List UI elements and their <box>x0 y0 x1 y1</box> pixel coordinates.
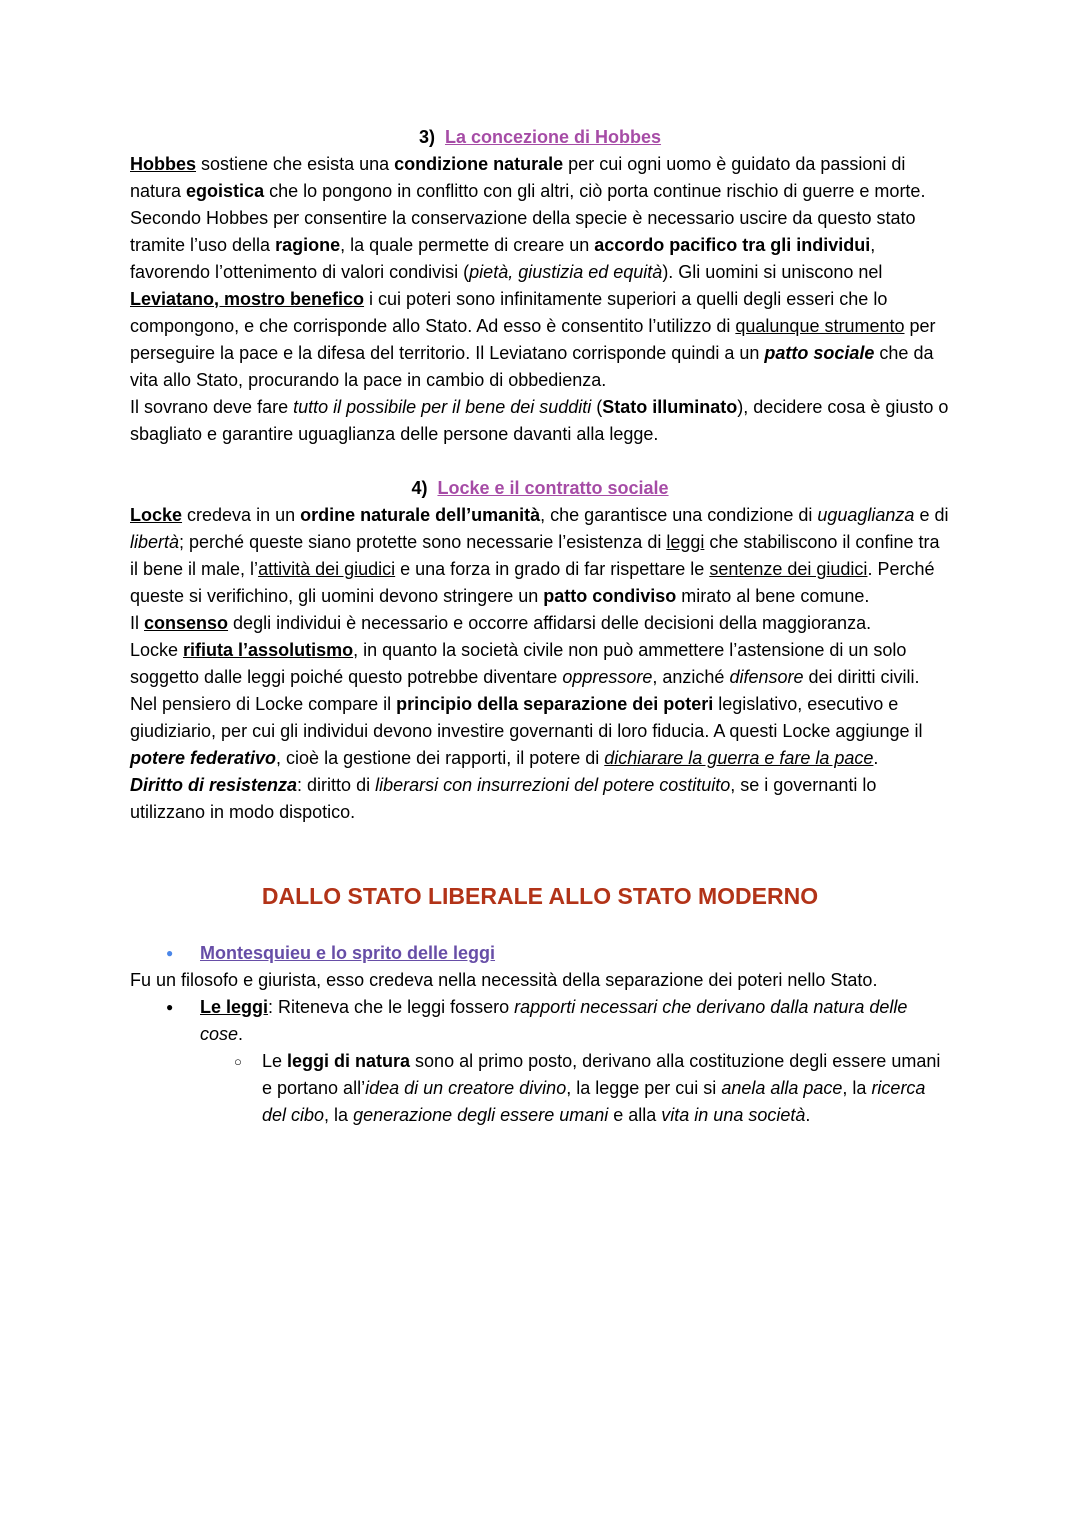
bullet-montesquieu <box>130 940 950 967</box>
bullet-le-leggi <box>130 994 950 1048</box>
text-run: dei diritti civili. <box>803 667 920 687</box>
text-run: , la legge per cui si <box>566 1078 722 1098</box>
text-run: tutto il possibile per il bene dei sudditi <box>293 397 592 417</box>
blank-lines <box>130 826 950 880</box>
text-run: , favorendo l’ottenimento di valori condivisi ( <box>130 235 881 282</box>
subbullet-leggi-di-natura <box>130 1048 950 1129</box>
text-run: e alla <box>608 1105 662 1125</box>
text-run: , la <box>324 1105 354 1125</box>
text-run: difensore <box>729 667 804 687</box>
bullet-content <box>200 994 950 1048</box>
text-run: , la <box>842 1078 872 1098</box>
text-run: ; perché queste siano protette sono necessarie l’esistenza di <box>179 532 667 552</box>
text-run: sentenze dei giudici <box>709 559 868 579</box>
text-run: Locke <box>130 640 184 660</box>
text-run: sostiene che esista una <box>196 154 395 174</box>
text-run: per perseguire la pace e la difesa del territorio. Il Leviatano corrisponde quindi a un <box>130 316 941 363</box>
text-run: consenso <box>144 613 229 633</box>
section-heading-hobbes <box>130 124 950 151</box>
text-run: e una forza in grado di far rispettare le <box>395 559 710 579</box>
bullet-disc-icon: ● <box>166 946 174 960</box>
paragraph-hobbes-1 <box>130 151 950 205</box>
text-run: , se i governanti lo utilizzano in modo dispotico. <box>130 775 882 822</box>
text-run: che da vita allo Stato, procurando la pace in cambio di obbedienza. <box>130 343 939 390</box>
text-run: Diritto di resistenza <box>130 775 298 795</box>
text-run: e di <box>914 505 954 525</box>
text-run: che lo pongono in conflitto con gli altri, ciò porta continue rischio di guerre e morte. <box>264 181 926 201</box>
text-run: . <box>873 748 879 768</box>
text-run: pietà, giustizia ed equità <box>469 262 663 282</box>
paragraph-locke-1 <box>130 502 954 610</box>
text-run: patto sociale <box>764 343 875 363</box>
text-run: dichiarare la guerra e fare la pace <box>604 748 874 768</box>
text-run: Le <box>262 1051 288 1071</box>
text-run: DALLO STATO LIBERALE ALLO STATO MODERNO <box>261 883 819 909</box>
text-run: principio della separazione dei poteri <box>396 694 714 714</box>
text-run: : Riteneva che le leggi fossero <box>268 997 515 1017</box>
text-run: leggi <box>666 532 705 552</box>
text-run: , cioè la gestione dei rapporti, il potere di <box>276 748 605 768</box>
text-run: . <box>238 1024 244 1044</box>
text-run: Le leggi <box>200 997 269 1017</box>
text-run: Secondo Hobbes per consentire la conservazione della specie è necessario uscire da questo stato tramite l’uso della <box>130 208 921 255</box>
section-heading-locke <box>130 475 950 502</box>
text-run: 4) <box>411 478 438 498</box>
text-run: condizione naturale <box>394 154 564 174</box>
text-run: Leviatano, mostro benefico <box>130 289 365 309</box>
text-run: ). Gli uomini si uniscono nel <box>662 262 888 282</box>
main-title <box>130 880 950 913</box>
text-run: sono al primo posto, derivano alla costituzione degli essere umani e portano all’ <box>262 1051 946 1098</box>
text-run: ( <box>591 397 603 417</box>
text-run: mirato al bene comune. <box>676 586 870 606</box>
text-run: : diritto di <box>297 775 376 795</box>
text-run: leggi di natura <box>287 1051 411 1071</box>
bullet-content <box>262 1048 950 1129</box>
text-run: generazione degli essere umani <box>353 1105 609 1125</box>
text-run: idea di un creatore divino <box>365 1078 567 1098</box>
text-run: , in quanto la società civile non può ammettere l’astensione di un solo soggetto dalle leggi poiché questo potrebbe diventare <box>130 640 912 687</box>
text-run: degli individui è necessario e occorre affidarsi delle decisioni della maggioranza. <box>228 613 872 633</box>
link[interactable]: La concezione di Hobbes <box>444 127 662 147</box>
text-run: rapporti necessari che derivano dalla natura delle cose <box>200 997 913 1044</box>
text-run: ordine naturale dell’umanità <box>300 505 541 525</box>
text-run: , la quale permette di creare un <box>340 235 595 255</box>
blank-line <box>130 913 950 940</box>
text-run: per cui ogni uomo è guidato da passioni di natura <box>130 154 911 201</box>
text-run: 3) <box>418 127 445 147</box>
text-run: anela alla pace <box>721 1078 843 1098</box>
bullet-content <box>200 940 950 967</box>
text-run: credeva in un <box>182 505 301 525</box>
text-run: rifiuta l’assolutismo <box>183 640 354 660</box>
paragraph-montesquieu-1 <box>130 967 950 994</box>
text-run: patto condiviso <box>543 586 677 606</box>
text-run: ricerca del cibo <box>262 1078 931 1125</box>
paragraph-locke-4 <box>130 691 950 772</box>
paragraph-hobbes-3 <box>130 394 954 448</box>
text-run: che stabiliscono il confine tra il bene il male, l’ <box>130 532 945 579</box>
blank-line <box>130 448 950 475</box>
link[interactable]: Locke e il contratto sociale <box>437 478 669 498</box>
paragraph-locke-5 <box>130 772 950 826</box>
text-run: Il sovrano deve fare <box>130 397 294 417</box>
text-run: potere federativo <box>130 748 277 768</box>
text-run: ragione <box>275 235 341 255</box>
text-run: liberarsi con insurrezioni del potere costituito <box>375 775 731 795</box>
text-run: Hobbes <box>130 154 197 174</box>
text-run: . <box>805 1105 811 1125</box>
text-run: oppressore <box>562 667 653 687</box>
link[interactable]: Montesquieu e lo sprito delle leggi <box>200 943 496 963</box>
bullet-circle-icon: ○ <box>234 1054 242 1069</box>
text-run: i cui poteri sono infinitamente superiori a quelli degli esseri che lo compongono, e che corrisponde allo Stato. Ad esso è consentito l’utilizzo di <box>130 289 893 336</box>
text-run: Locke <box>130 505 183 525</box>
text-run: libertà <box>130 532 180 552</box>
paragraph-locke-2 <box>130 610 950 637</box>
text-run: legislativo, esecutivo e giudiziario, per cui gli individui devono investire governanti di loro fiducia. A questi Locke aggiunge il <box>130 694 928 741</box>
text-run: ), decidere cosa è giusto o sbagliato e garantire uguaglianza delle persone davanti alla legge. <box>130 397 954 444</box>
text-run: . Perché queste si verifichino, gli uomini devono stringere un <box>130 559 940 606</box>
text-run: accordo pacifico tra gli individui <box>594 235 871 255</box>
text-run: , anziché <box>652 667 730 687</box>
text-run: qualunque strumento <box>735 316 905 336</box>
text-run: Il <box>130 613 145 633</box>
text-run: vita in una società <box>661 1105 806 1125</box>
paragraph-hobbes-2 <box>130 205 950 394</box>
text-run: Nel pensiero di Locke compare il <box>130 694 397 714</box>
text-run: uguaglianza <box>817 505 915 525</box>
text-run: , che garantisce una condizione di <box>540 505 818 525</box>
bullet-disc-icon: ● <box>166 1000 174 1014</box>
document-body <box>130 124 954 1129</box>
text-run: attività dei giudici <box>258 559 396 579</box>
paragraph-locke-3 <box>130 637 950 691</box>
text-run: Stato illuminato <box>602 397 738 417</box>
text-run: egoistica <box>186 181 265 201</box>
text-run: Fu un filosofo e giurista, esso credeva nella necessità della separazione dei poteri nello Stato. <box>130 970 878 990</box>
